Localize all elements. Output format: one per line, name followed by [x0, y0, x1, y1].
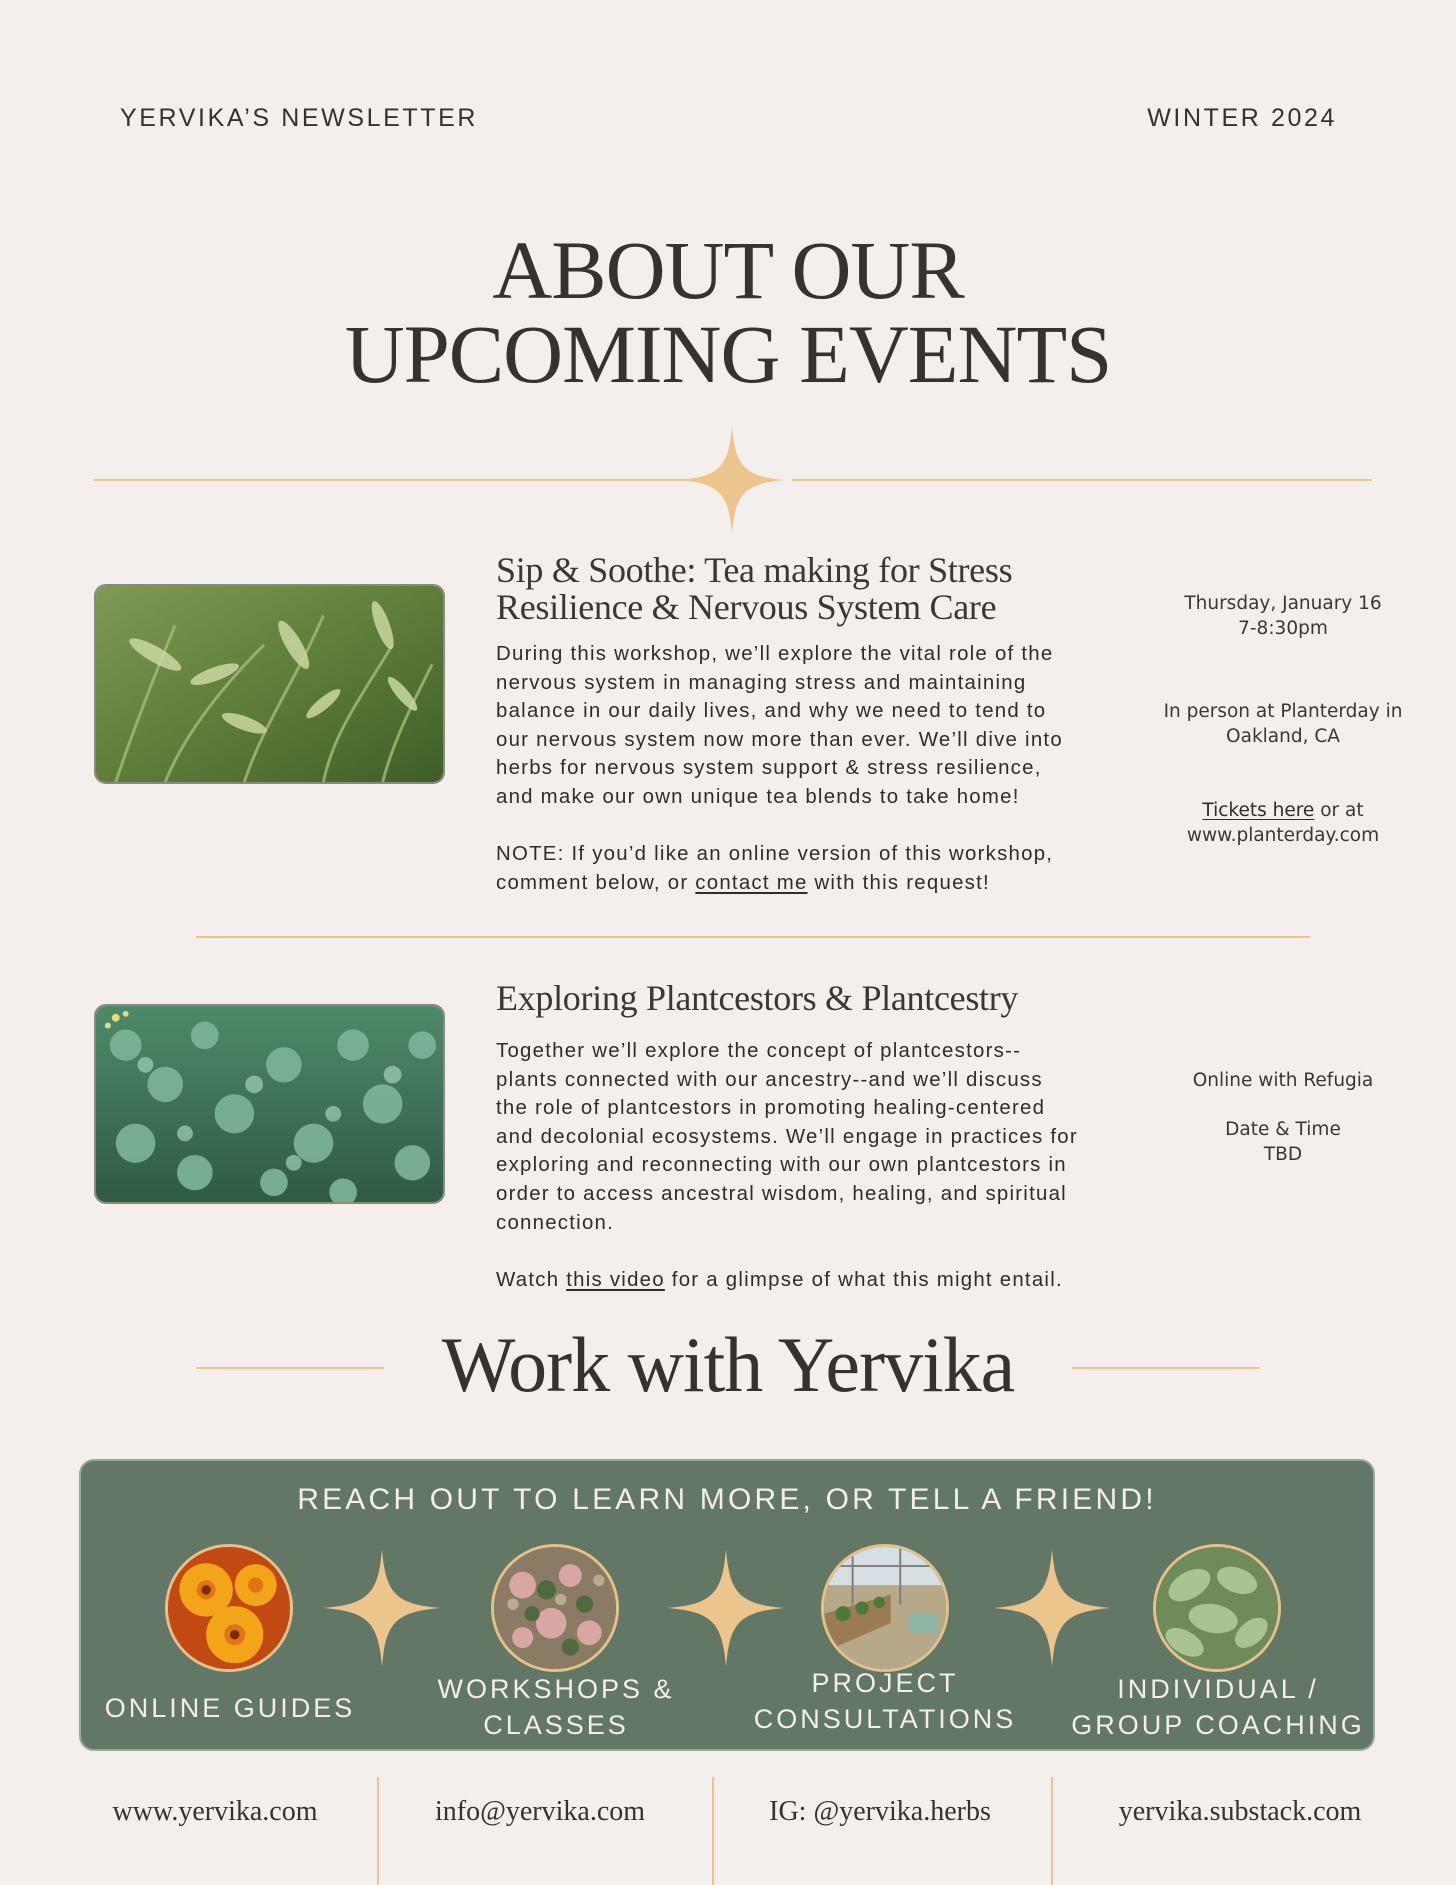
note-text: comment below, or [496, 871, 696, 894]
tickets-website: www.planterday.com [1186, 825, 1380, 846]
event-1-text-line: During this workshop, we’ll explore the vital role of the [496, 643, 1054, 665]
event-1-time: 7-8:30pm [1238, 618, 1328, 639]
footer-divider [712, 1777, 714, 1885]
event-1-text-line: our nervous system now more than ever. We’ll dive into [496, 728, 1063, 751]
footer-divider [377, 1777, 379, 1885]
newsletter-name: YERVIKA’S NEWSLETTER [120, 104, 479, 132]
work-with-heading: Work with Yervika [441, 1321, 1015, 1408]
services-panel [79, 1459, 1375, 1751]
divider-right [792, 479, 1372, 481]
footer-substack-link[interactable]: yervika.substack.com [1118, 1796, 1362, 1827]
watch-text: for a glimpse of what this might entail. [664, 1268, 1063, 1291]
service-label: INDIVIDUAL / [1117, 1674, 1319, 1704]
event-2-text-line: connection. [496, 1211, 615, 1234]
service-coaching[interactable] [1063, 1671, 1373, 1743]
sparkle-icon [667, 1549, 785, 1667]
contact-me-link[interactable]: contact me [695, 871, 808, 894]
event-1-description [496, 640, 1160, 897]
watch-text: Watch [496, 1268, 567, 1291]
event-1-title-line-2: Resilience & Nervous System Care [496, 587, 997, 627]
event-1-title [496, 552, 1136, 626]
event-1-date: Thursday, January 16 [1184, 593, 1382, 614]
footer-website-link[interactable]: www.yervika.com [112, 1796, 318, 1827]
sage-leaves-photo [1153, 1544, 1281, 1672]
event-2-text-line: Together we’ll explore the concept of plantcestors-- [496, 1040, 1022, 1062]
tickets-link[interactable]: Tickets here [1202, 800, 1315, 821]
service-label: GROUP COACHING [1071, 1710, 1365, 1740]
service-project-consultations[interactable] [730, 1665, 1040, 1737]
event-2-location: Online with Refugia [1192, 1070, 1374, 1091]
footer-divider [1051, 1777, 1053, 1885]
event-2-date-value: TBD [1263, 1144, 1303, 1165]
service-online-guides[interactable] [75, 1690, 385, 1726]
sparkle-icon [678, 426, 786, 534]
page-title-line-2: UPCOMING EVENTS [344, 308, 1112, 400]
service-label: PROJECT [811, 1668, 959, 1698]
calendula-flowers-photo [165, 1544, 293, 1672]
service-label: CLASSES [483, 1710, 629, 1740]
note-text: with this request! [807, 871, 990, 894]
page-title [0, 224, 1456, 400]
panel-heading: REACH OUT TO LEARN MORE, OR TELL A FRIEND! [297, 1483, 1157, 1516]
event-2-description [496, 1037, 1160, 1294]
event-1-text-line: herbs for nervous system support & stress resilience, [496, 757, 1042, 780]
event-2-date-label: Date & Time [1225, 1119, 1341, 1140]
event-1-note-line: NOTE: If you’d like an online version of this workshop, [496, 843, 1054, 866]
event-1-text-line: and make our own unique tea blends to take home! [496, 785, 1020, 808]
service-label: CONSULTATIONS [753, 1704, 1017, 1734]
service-label: WORKSHOPS & [437, 1674, 675, 1704]
sparkle-icon [993, 1549, 1111, 1667]
sparkle-icon [323, 1549, 441, 1667]
page-title-line-1: ABOUT OUR [492, 224, 964, 316]
footer-instagram-link[interactable]: IG: @yervika.herbs [769, 1796, 991, 1827]
this-video-link[interactable]: this video [566, 1268, 665, 1291]
section-divider [196, 936, 1310, 938]
event-1-title-line-1: Sip & Soothe: Tea making for Stress [496, 550, 1013, 590]
footer-email-link[interactable]: info@yervika.com [434, 1796, 646, 1827]
event-2-text-line: exploring and reconnecting with our own plantcestors in [496, 1154, 1067, 1177]
event-2-watch-line [496, 1266, 1160, 1295]
event-1-details [1150, 591, 1416, 848]
event-1-text-line: balance in our daily lives, and why we need to tend to [496, 700, 1047, 723]
issue-season: WINTER 2024 [1147, 104, 1337, 132]
tickets-text: or at [1314, 800, 1364, 821]
dried-herbs-photo [491, 1544, 619, 1672]
event-2-title: Exploring Plantcestors & Plantcestry [496, 978, 1019, 1018]
event-1-tickets [1150, 798, 1416, 823]
garden-beds-photo [821, 1544, 949, 1672]
event-1-location: In person at Planterday in [1163, 701, 1403, 722]
rue-plant-photo [94, 1004, 445, 1204]
divider-left [94, 479, 714, 481]
event-1-note-line [496, 869, 1160, 898]
service-workshops[interactable] [401, 1671, 711, 1743]
event-1-location: Oakland, CA [1226, 726, 1340, 747]
event-2-text-line: and decolonial ecosystems. We’ll engage in practices for [496, 1125, 1078, 1148]
event-2-text-line: plants connected with our ancestry--and we’ll discuss [496, 1068, 1043, 1091]
service-label: ONLINE GUIDES [104, 1693, 356, 1723]
event-1-text-line: nervous system in managing stress and maintaining [496, 671, 1027, 694]
event-2-text-line: the role of plantcestors in promoting healing-centered [496, 1097, 1046, 1120]
oat-grass-photo [94, 584, 445, 784]
event-2-text-line: order to access ancestral wisdom, healing, and spiritual [496, 1182, 1067, 1205]
event-2-details [1150, 1068, 1416, 1167]
